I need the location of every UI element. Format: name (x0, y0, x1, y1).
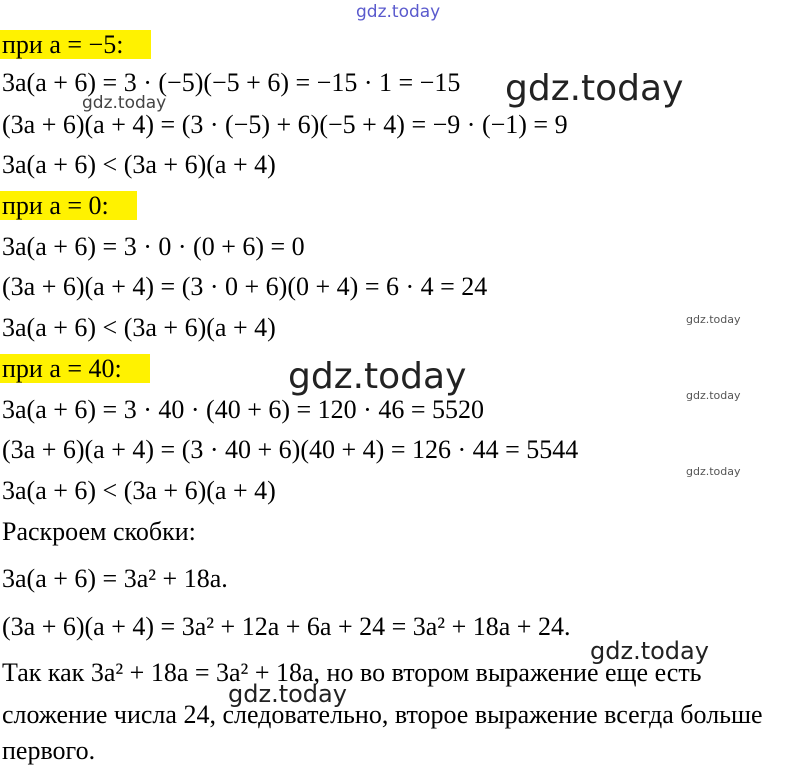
watermark-large: gdz.today (288, 356, 467, 397)
watermark-tiny: gdz.today (686, 389, 741, 402)
watermark-tiny: gdz.today (686, 465, 741, 478)
equation-line: 3a(a + 6) = 3a² + 18a. (2, 564, 228, 593)
watermark-medium: gdz.today (590, 637, 709, 665)
highlighted-text: при a = 40: (0, 354, 150, 383)
equation-line: (3a + 6)(a + 4) = 3a² + 12a + 6a + 24 = 3a² + 18a + 24. (2, 612, 571, 641)
watermark-top: gdz.today (356, 2, 441, 22)
inequality-line: 3a(a + 6) < (3a + 6)(a + 4) (2, 150, 276, 179)
equation-line: (3a + 6)(a + 4) = (3 · 0 + 6)(0 + 4) = 6 · 4 = 24 (2, 272, 488, 301)
case-heading-forty (2, 354, 150, 384)
equation-line: 3a(a + 6) = 3 · 0 · (0 + 6) = 0 (2, 232, 305, 261)
conclusion-text: первого. (2, 736, 96, 765)
highlighted-text: при a = −5: (0, 30, 151, 59)
highlighted-text: при a = 0: (0, 191, 137, 220)
conclusion-text: Так как 3a² + 18a = 3a² + 18a, но во втором выражение еще есть (2, 658, 702, 687)
case-heading-zero (2, 191, 137, 221)
watermark-large: gdz.today (505, 68, 684, 109)
equation-line: (3a + 6)(a + 4) = (3 · (−5) + 6)(−5 + 4) = −9 · (−1) = 9 (2, 110, 568, 139)
inequality-line: 3a(a + 6) < (3a + 6)(a + 4) (2, 476, 276, 505)
conclusion-text: сложение числа 24, следовательно, второе выражение всегда больше (2, 700, 763, 729)
equation-line: 3a(a + 6) = 3 · 40 · (40 + 6) = 120 · 46 = 5520 (2, 395, 485, 424)
inequality-line: 3a(a + 6) < (3a + 6)(a + 4) (2, 313, 276, 342)
equation-line: 3a(a + 6) = 3 · (−5)(−5 + 6) = −15 · 1 = −15 (2, 68, 461, 97)
paragraph-heading: Раскроем скобки: (2, 517, 196, 546)
watermark-tiny: gdz.today (686, 313, 741, 326)
case-heading-minus-five (2, 30, 151, 60)
watermark-small: gdz.today (82, 93, 167, 113)
watermark-medium: gdz.today (228, 680, 347, 708)
equation-line: (3a + 6)(a + 4) = (3 · 40 + 6)(40 + 4) = 126 · 44 = 5544 (2, 435, 579, 464)
